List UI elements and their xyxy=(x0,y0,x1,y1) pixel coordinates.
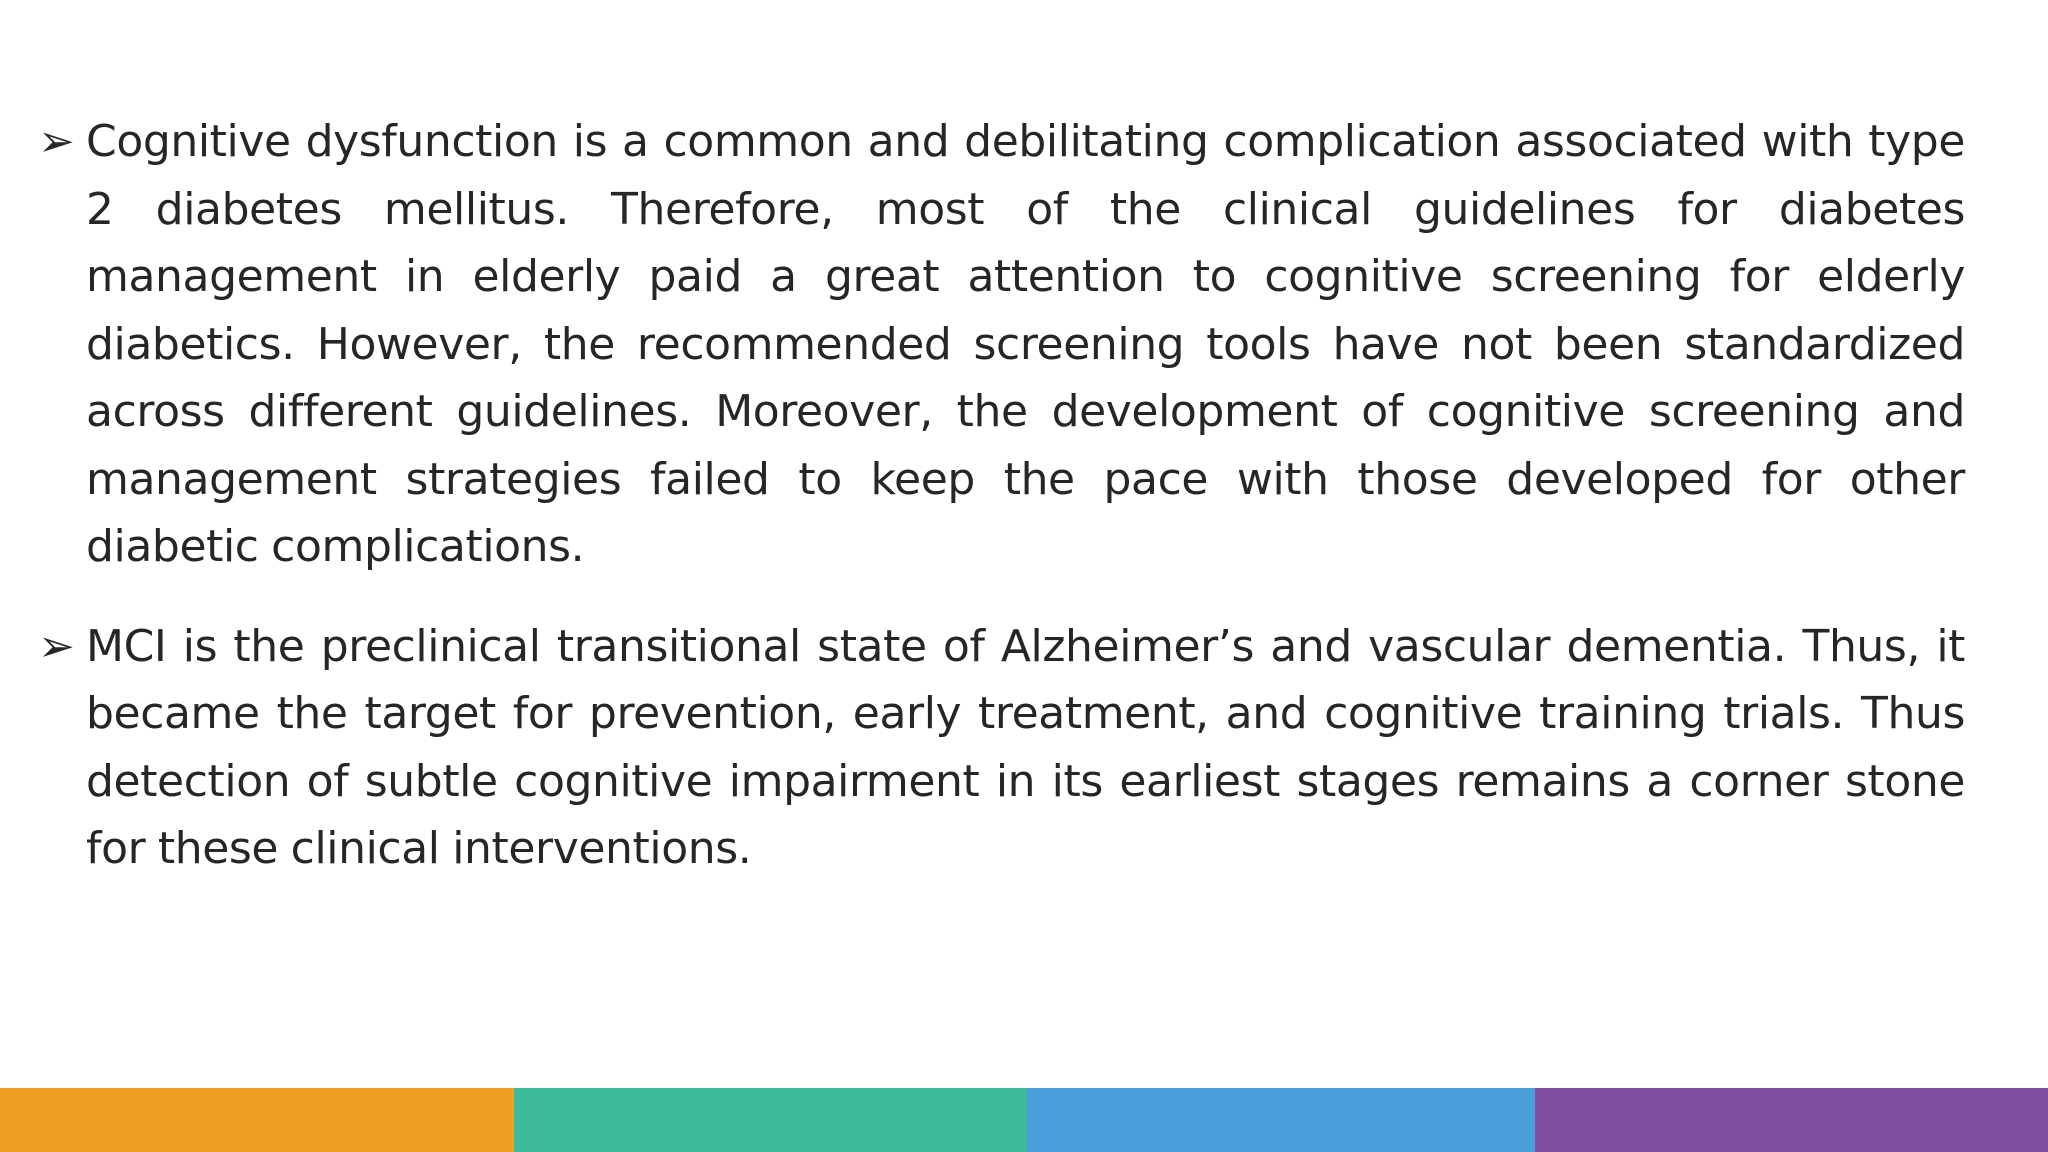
footer-segment-purple xyxy=(1535,1088,2048,1152)
footer-segment-teal xyxy=(514,1088,1027,1152)
bullet-list xyxy=(38,108,1965,915)
bullet-text: MCI is the preclinical transitional state of Alzheimer’s and vascular dementia. Thus, it became the target for prevention, early treatment, and cognitive training trials. Thus detection of subtle cognitive impairment in its earliest stages remains a corner stone for these clinical interventions. xyxy=(86,620,1965,874)
arrowhead-bullet-icon: ➢ xyxy=(38,116,75,167)
bullet-item xyxy=(38,108,1965,581)
arrowhead-bullet-icon: ➢ xyxy=(38,620,75,672)
footer-color-bar xyxy=(0,1088,2048,1152)
footer-segment-blue xyxy=(1027,1088,1535,1152)
bullet-item xyxy=(38,613,1965,883)
bullet-text: Cognitive dysfunction is a common and debilitating complication associated with type 2 diabetes mellitus. Therefore, most of the clinical guidelines for diabetes management in elderly paid a great attention to cognitive screening for elderly diabetics. However, the recommended screening tools have not been standardized across different guidelines. Moreover, the development of cognitive screening and management strategies failed to keep the pace with those developed for other diabetic complications. xyxy=(86,116,1965,572)
footer-segment-orange xyxy=(0,1088,514,1152)
